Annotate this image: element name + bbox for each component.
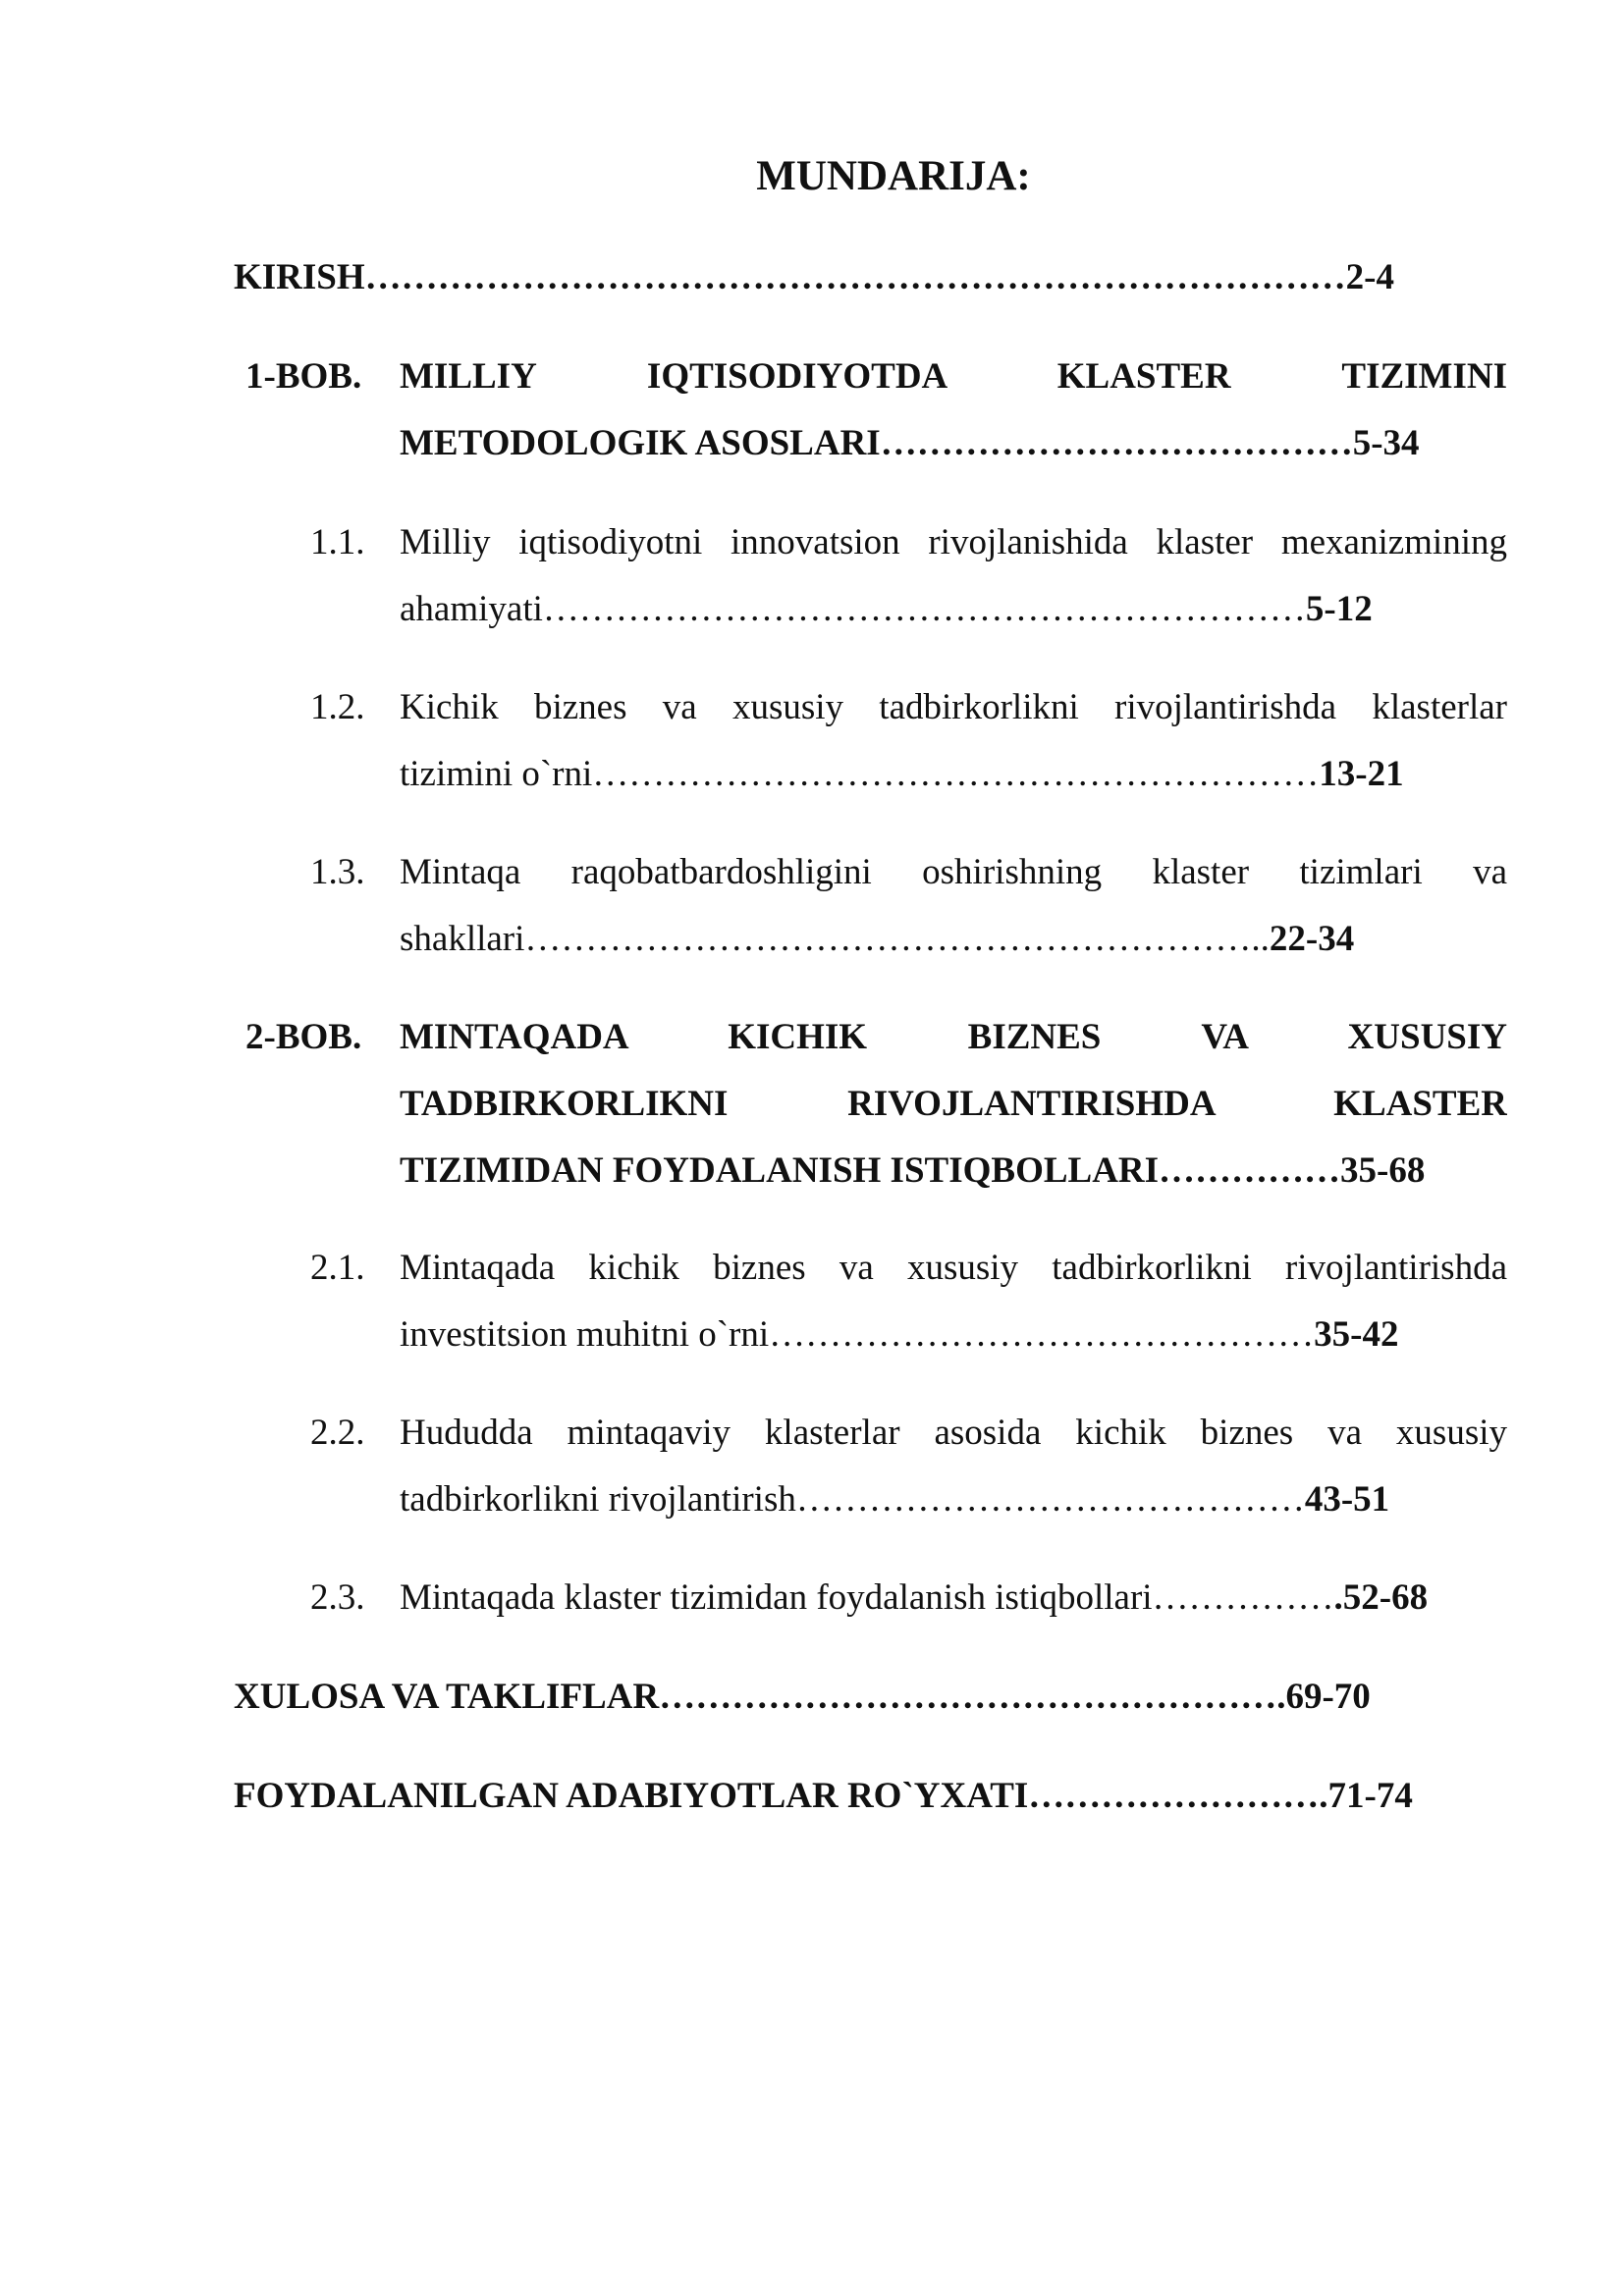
section-title-line: Milliy iqtisodiyotni innovatsion rivojlanishida klaster mexanizmining — [400, 522, 1507, 562]
section-title-line: tadbirkorlikni rivojlantirish……………………………………43-51 — [400, 1479, 1390, 1520]
toc-page-range: 35-42 — [1314, 1314, 1399, 1355]
toc-page-range: 5-12 — [1305, 589, 1373, 629]
toc-entry-label: FOYDALANILGAN ADABIYOTLAR RO`YXATI — [234, 1776, 1029, 1816]
chapter-number: 1-BOB. — [245, 356, 362, 397]
section-title-line: Mintaqada kichik biznes va xususiy tadbirkorlikni rivojlantirishda — [400, 1248, 1507, 1288]
section-title-line: ahamiyati………………………………………………………5-12 — [400, 589, 1373, 629]
toc-leader-dots: …………………………………………………… — [592, 754, 1320, 794]
chapter-title-line: MILLIY IQTISODIYOTDA KLASTER TIZIMINI — [400, 356, 1507, 397]
section-title-line: Mintaqada klaster tizimidan foydalanish istiqbollari…………….52-68 — [400, 1577, 1429, 1618]
section-title-line: tizimini o`rni……………………………………………………13-21 — [400, 754, 1404, 794]
chapter-title-line: TIZIMIDAN FOYDALANISH ISTIQBOLLARI……………35-68 — [400, 1150, 1426, 1191]
toc-page-range: 69-70 — [1285, 1677, 1371, 1717]
section-title-line: Hududda mintaqaviy klasterlar asosida kichik biznes va xususiy — [400, 1413, 1507, 1453]
section-number: 1.1. — [310, 522, 365, 562]
toc-leader-dots: …………… — [1159, 1150, 1341, 1191]
toc-leader-dots: ……………………………………… — [769, 1314, 1315, 1355]
toc-leader-dots: …………… — [1152, 1577, 1334, 1618]
toc-leader-dots: ……………………………………………………… — [542, 589, 1306, 629]
toc-entry-label: KIRISH — [234, 257, 365, 297]
section-title-line: shakllari……………………………………………………..22-34 — [400, 919, 1355, 959]
toc-page-range: 22-34 — [1269, 919, 1355, 959]
toc-entry-section-2-3[interactable] — [400, 1565, 1507, 1631]
toc-leader-dots: …………………………………………………….. — [524, 919, 1270, 959]
section-number: 2.3. — [310, 1577, 365, 1618]
section-title-line: Kichik biznes va xususiy tadbirkorlikni rivojlantirishda klasterlar — [400, 687, 1507, 727]
toc-page-range: .52-68 — [1333, 1577, 1429, 1618]
section-number: 2.2. — [310, 1413, 365, 1453]
toc-page-range: 43-51 — [1304, 1479, 1390, 1520]
toc-page-range: 13-21 — [1319, 754, 1404, 794]
toc-leader-dots: ……………………. — [1028, 1776, 1328, 1816]
toc-leader-dots: …………………………………… — [795, 1479, 1305, 1520]
toc-entry-references[interactable] — [234, 1763, 1413, 1830]
toc-entry-chapter-2[interactable] — [400, 1004, 1507, 1204]
toc-entry-kirish[interactable] — [234, 244, 1394, 311]
toc-page-range: 2-4 — [1345, 257, 1394, 297]
toc-page-range: 71-74 — [1327, 1776, 1413, 1816]
toc-entry-label: XULOSA VA TAKLIFLAR — [234, 1677, 660, 1717]
toc-entry-section-2-1[interactable] — [400, 1235, 1507, 1368]
section-title-line: Mintaqa raqobatbardoshligini oshirishning klaster tizimlari va — [400, 852, 1507, 892]
toc-entry-section-1-1[interactable] — [400, 509, 1507, 643]
chapter-number: 2-BOB. — [245, 1017, 362, 1057]
section-number: 1.2. — [310, 687, 365, 727]
toc-leader-dots: ……………………………………………. — [659, 1677, 1286, 1717]
toc-page-range: 35-68 — [1340, 1150, 1426, 1191]
toc-entry-section-1-2[interactable] — [400, 674, 1507, 808]
toc-entry-conclusion[interactable] — [234, 1664, 1371, 1731]
toc-entry-section-1-3[interactable] — [400, 839, 1507, 973]
toc-entry-chapter-1[interactable] — [400, 344, 1507, 477]
toc-leader-dots: ………………………………… — [880, 423, 1353, 463]
page-title: MUNDARIJA: — [756, 153, 1031, 199]
toc-leader-dots: ……………………………………………………………………… — [364, 257, 1346, 297]
chapter-title-line: TADBIRKORLIKNI RIVOJLANTIRISHDA KLASTER — [400, 1084, 1507, 1124]
section-number: 1.3. — [310, 852, 365, 892]
chapter-title-line: METODOLOGIK ASOSLARI…………………………………5-34 — [400, 423, 1420, 463]
chapter-title-line: MINTAQADA KICHIK BIZNES VA XUSUSIY — [400, 1017, 1507, 1057]
section-title-line: investitsion muhitni o`rni………………………………………35-42 — [400, 1314, 1399, 1355]
toc-page-range: 5-34 — [1352, 423, 1420, 463]
toc-entry-section-2-2[interactable] — [400, 1400, 1507, 1533]
section-number: 2.1. — [310, 1248, 365, 1288]
